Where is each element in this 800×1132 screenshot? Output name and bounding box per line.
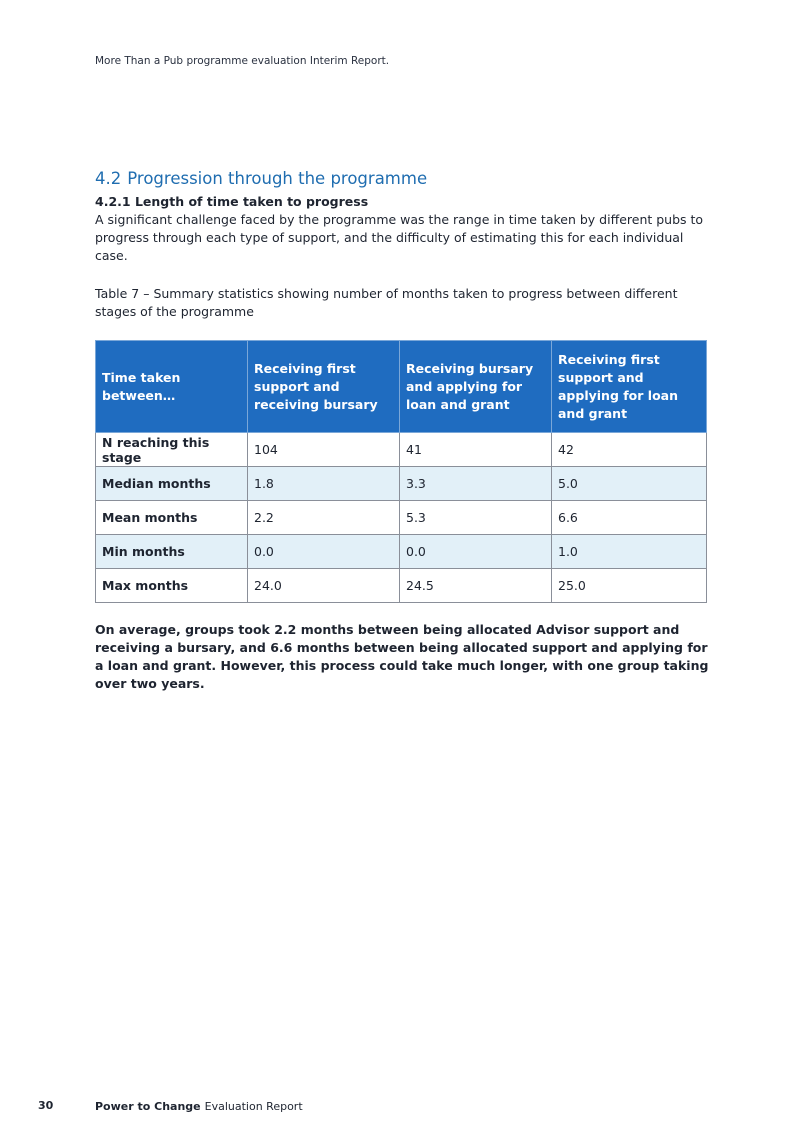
column-header: Receiving bursary and applying for loan and grant xyxy=(400,341,552,433)
table-cell: 5.3 xyxy=(400,501,552,535)
row-label: N reaching this stage xyxy=(96,433,248,467)
section-title: Progression through the programme xyxy=(127,169,428,188)
table-row xyxy=(96,501,707,535)
row-label: Max months xyxy=(96,569,248,603)
footer-organization: Power to Change xyxy=(95,1100,201,1113)
summary-statistics-table xyxy=(95,340,707,603)
table-row xyxy=(96,569,707,603)
table-cell: 3.3 xyxy=(400,467,552,501)
table-cell: 0.0 xyxy=(400,535,552,569)
table-cell: 41 xyxy=(400,433,552,467)
column-header: Receiving first support and receiving bursary xyxy=(248,341,400,433)
table-cell: 42 xyxy=(552,433,707,467)
table-cell: 1.8 xyxy=(248,467,400,501)
table-cell: 6.6 xyxy=(552,501,707,535)
intro-paragraph: A significant challenge faced by the programme was the range in time taken by different pubs to progress through each type of support, and the difficulty of estimating this for each individual case. xyxy=(95,212,704,263)
table-cell: 104 xyxy=(248,433,400,467)
table-cell: 24.5 xyxy=(400,569,552,603)
table-cell: 25.0 xyxy=(552,569,707,603)
table-cell: 1.0 xyxy=(552,535,707,569)
row-label: Mean months xyxy=(96,501,248,535)
row-label: Min months xyxy=(96,535,248,569)
column-header: Receiving first support and applying for loan and grant xyxy=(552,341,707,433)
table-cell: 0.0 xyxy=(248,535,400,569)
column-header: Time taken between… xyxy=(96,341,248,433)
summary-paragraph: On average, groups took 2.2 months between being allocated Advisor support and receiving a bursary, and 6.6 months between being allocated support and applying for a loan and grant. However, this process could take much longer, with one group taking over two years. xyxy=(95,622,709,691)
table-cell: 24.0 xyxy=(248,569,400,603)
table-row xyxy=(96,433,707,467)
footer-document-title: Evaluation Report xyxy=(204,1100,303,1113)
table-row xyxy=(96,467,707,501)
table-cell: 2.2 xyxy=(248,501,400,535)
page-number: 30 xyxy=(38,1099,54,1112)
table-cell: 5.0 xyxy=(552,467,707,501)
row-label: Median months xyxy=(96,467,248,501)
section-number: 4.2 xyxy=(95,169,122,188)
subsection-heading: 4.2.1 Length of time taken to progress xyxy=(95,194,369,209)
table-caption: Table 7 – Summary statistics showing number of months taken to progress between different stages of the programme xyxy=(95,286,678,319)
running-header: More Than a Pub programme evaluation Interim Report. xyxy=(95,55,390,67)
table-header-row xyxy=(96,341,707,433)
section-heading xyxy=(95,169,427,188)
table-row xyxy=(96,535,707,569)
footer xyxy=(95,1100,303,1113)
